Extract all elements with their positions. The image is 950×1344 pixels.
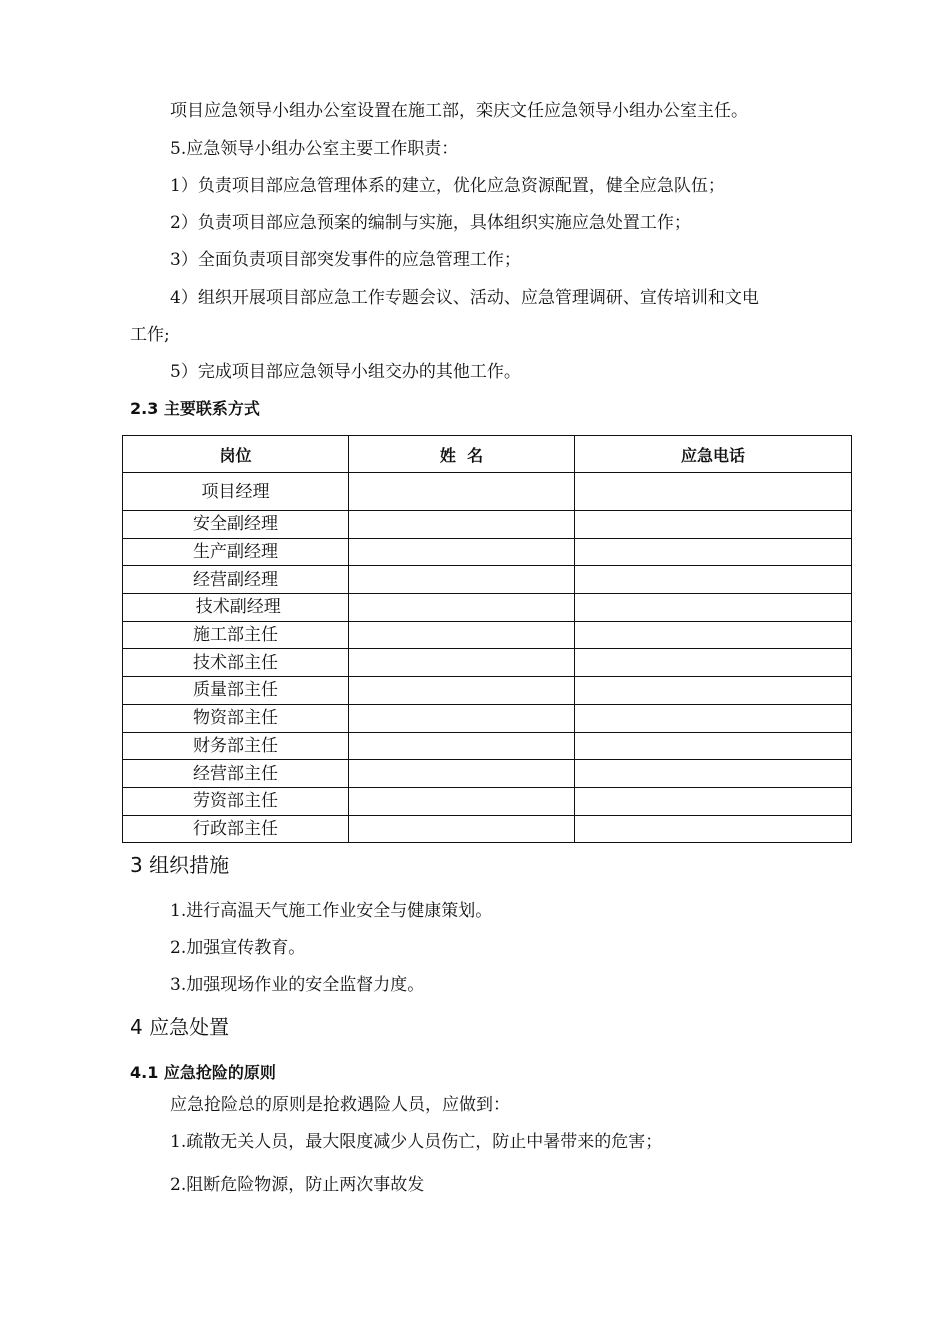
list-item: 3.加强现场作业的安全监督力度。	[170, 975, 425, 995]
table-row	[123, 594, 852, 622]
name-cell	[349, 787, 575, 815]
phone-cell	[575, 594, 852, 622]
contacts-table	[122, 435, 852, 843]
phone-cell	[575, 538, 852, 566]
list-item: 2.阻断危险物源，防止两次事故发	[170, 1175, 425, 1195]
position-cell: 技术副经理	[123, 594, 349, 622]
list-item: 1.疏散无关人员，最大限度减少人员伤亡，防止中暑带来的危害；	[170, 1132, 663, 1152]
phone-cell	[575, 787, 852, 815]
table-row	[123, 732, 852, 760]
position-cell: 质量部主任	[123, 677, 349, 705]
table-row	[123, 538, 852, 566]
position-cell: 物资部主任	[123, 704, 349, 732]
list-item: 4）组织开展项目部应急工作专题会议、活动、应急管理调研、宣传培训和文电	[170, 288, 759, 308]
name-cell	[349, 649, 575, 677]
table-row	[123, 566, 852, 594]
position-cell: 技术部主任	[123, 649, 349, 677]
phone-cell	[575, 511, 852, 539]
list-item: 2）负责项目部应急预案的编制与实施，具体组织实施应急处置工作；	[170, 213, 691, 233]
table-row	[123, 621, 852, 649]
table-row	[123, 511, 852, 539]
name-cell	[349, 815, 575, 843]
section-heading: 4 应急处置	[130, 1015, 230, 1039]
phone-cell	[575, 566, 852, 594]
phone-cell	[575, 732, 852, 760]
section-heading: 3 组织措施	[130, 853, 230, 877]
column-header: 应急电话	[575, 436, 852, 473]
table-row	[123, 704, 852, 732]
table-row	[123, 649, 852, 677]
phone-cell	[575, 815, 852, 843]
name-cell	[349, 732, 575, 760]
list-item: 1.进行高温天气施工作业安全与健康策划。	[170, 901, 493, 921]
name-cell	[349, 677, 575, 705]
name-cell	[349, 621, 575, 649]
position-cell: 项目经理	[123, 473, 349, 511]
list-item: 1）负责项目部应急管理体系的建立，优化应急资源配置，健全应急队伍；	[170, 176, 725, 196]
list-item: 3）全面负责项目部突发事件的应急管理工作；	[170, 250, 521, 270]
list-item-continuation: 工作;	[130, 325, 170, 345]
table-row	[123, 473, 852, 511]
position-cell: 安全副经理	[123, 511, 349, 539]
subsection-heading: 4.1 应急抢险的原则	[130, 1063, 276, 1082]
name-cell	[349, 511, 575, 539]
position-cell: 劳资部主任	[123, 787, 349, 815]
table-header-row	[123, 436, 852, 473]
name-cell	[349, 473, 575, 511]
paragraph: 项目应急领导小组办公室设置在施工部，栾庆文任应急领导小组办公室主任。	[170, 101, 748, 121]
phone-cell	[575, 677, 852, 705]
paragraph: 应急抢险总的原则是抢救遇险人员，应做到：	[170, 1095, 510, 1115]
name-cell	[349, 704, 575, 732]
phone-cell	[575, 473, 852, 511]
position-cell: 施工部主任	[123, 621, 349, 649]
position-cell: 经营部主任	[123, 760, 349, 788]
name-cell	[349, 538, 575, 566]
table-row	[123, 815, 852, 843]
phone-cell	[575, 649, 852, 677]
phone-cell	[575, 621, 852, 649]
phone-cell	[575, 704, 852, 732]
section-heading: 2.3 主要联系方式	[130, 399, 260, 418]
paragraph: 5.应急领导小组办公室主要工作职责：	[170, 139, 459, 159]
name-cell	[349, 760, 575, 788]
position-cell: 行政部主任	[123, 815, 349, 843]
table-row	[123, 677, 852, 705]
list-item: 5）完成项目部应急领导小组交办的其他工作。	[170, 362, 521, 382]
table-row	[123, 787, 852, 815]
name-cell	[349, 566, 575, 594]
column-header: 姓 名	[349, 436, 575, 473]
list-item: 2.加强宣传教育。	[170, 938, 306, 958]
name-cell	[349, 594, 575, 622]
table-row	[123, 760, 852, 788]
position-cell: 经营副经理	[123, 566, 349, 594]
position-cell: 生产副经理	[123, 538, 349, 566]
position-cell: 财务部主任	[123, 732, 349, 760]
phone-cell	[575, 760, 852, 788]
column-header: 岗位	[123, 436, 349, 473]
